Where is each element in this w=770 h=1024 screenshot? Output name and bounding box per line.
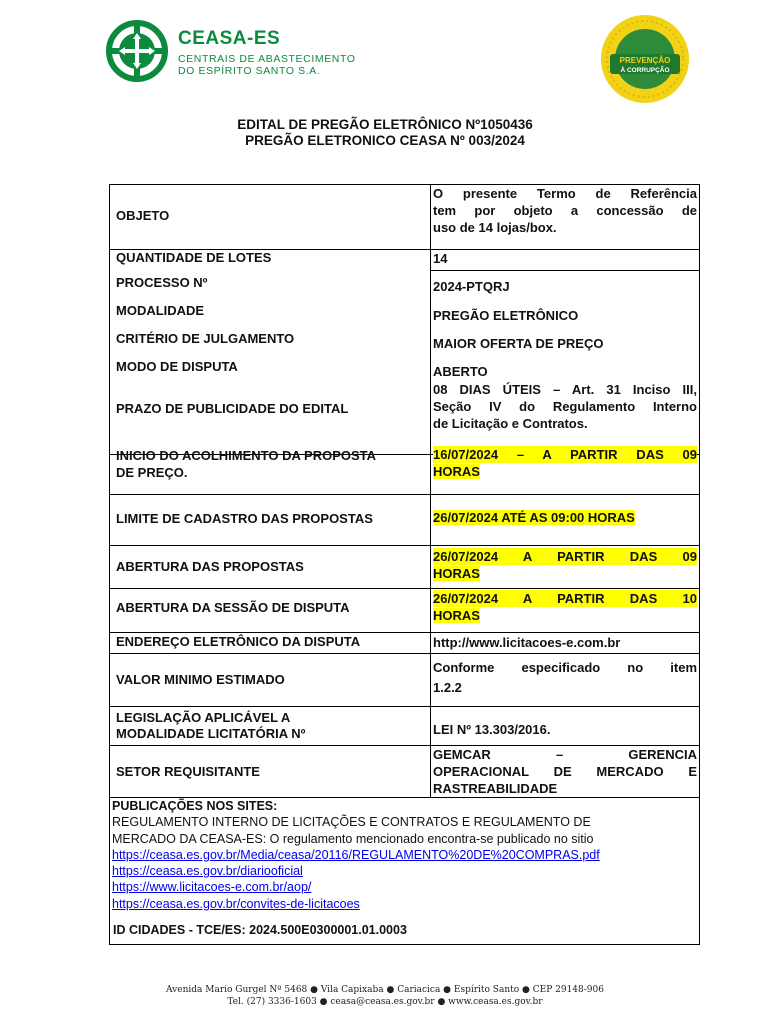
value-objeto <box>433 185 697 236</box>
publicacoes-text-1: REGULAMENTO INTERNO DE LICITAÇÕES E CONTRATOS E REGULAMENTO DE <box>112 815 591 830</box>
value-prazo-line-2: Seção IV do Regulamento Interno <box>433 399 697 414</box>
value-setor-line-2: OPERACIONAL DE MERCADO E <box>433 764 697 779</box>
row-divider <box>109 588 699 589</box>
label-limite-cadastro: LIMITE DE CADASTRO DAS PROPOSTAS <box>116 511 373 526</box>
value-setor-line-3: RASTREABILIDADE <box>433 781 558 796</box>
label-legislacao-line-1: LEGISLAÇÃO APLICÁVEL A <box>116 710 291 725</box>
value-objeto-line-3: uso de 14 lojas/box. <box>433 220 557 235</box>
value-abertura-sessao <box>433 590 697 624</box>
label-prazo-publicidade: PRAZO DE PUBLICIDADE DO EDITAL <box>116 401 349 416</box>
label-quantidade-lotes: QUANTIDADE DE LOTES <box>116 250 272 265</box>
link-diario-oficial[interactable]: https://ceasa.es.gov.br/diariooficial <box>112 864 303 879</box>
value-prazo-line-3: de Licitação e Contratos. <box>433 416 588 431</box>
seal-text-1: PREVENÇÃO <box>619 56 671 65</box>
value-modalidade: PREGÃO ELETRÔNICO <box>433 308 579 323</box>
label-modalidade: MODALIDADE <box>116 303 205 318</box>
publicacoes-section <box>112 798 692 912</box>
logo-subtitle-1: CENTRAIS DE ABASTECIMENTO <box>178 53 356 65</box>
link-regulamento-compras[interactable]: https://ceasa.es.gov.br/Media/ceasa/20116/REGULAMENTO%20DE%20COMPRAS.pdf <box>112 847 600 862</box>
publicacoes-heading: PUBLICAÇÕES NOS SITES: <box>112 799 278 813</box>
link-convites-licitacoes[interactable]: https://ceasa.es.gov.br/convites-de-licitacoes <box>112 896 360 911</box>
row-divider <box>430 270 699 271</box>
document-subtitle: PREGÃO ELETRONICO CEASA Nº 003/2024 <box>245 133 525 148</box>
id-cidades: ID CIDADES - TCE/ES: 2024.500E0300001.01.0003 <box>113 923 407 937</box>
logo-name: CEASA-ES <box>178 28 281 49</box>
value-valor-minimo <box>433 658 697 698</box>
label-inicio-acolhimento <box>116 447 376 481</box>
row-divider <box>109 545 699 546</box>
seal-text-2: À CORRUPÇÃO <box>620 67 670 74</box>
value-abertura-propostas <box>433 548 697 582</box>
document-title: EDITAL DE PREGÃO ELETRÔNICO Nº1050436 <box>237 117 533 132</box>
value-setor-line-1: GEMCAR – GERENCIA <box>433 747 697 762</box>
value-quantidade-lotes: 14 <box>433 251 448 266</box>
label-inicio-line-2: DE PREÇO. <box>116 465 188 480</box>
link-licitacoes-aop[interactable]: https://www.licitacoes-e.com.br/aop/ <box>112 880 312 895</box>
prevencao-corrupcao-seal-icon <box>600 14 690 104</box>
label-setor-requisitante: SETOR REQUISITANTE <box>116 764 260 779</box>
label-processo: PROCESSO Nº <box>116 275 208 290</box>
footer-contact: Tel. (27) 3336-1603 ● ceasa@ceasa.es.gov.br ● www.ceasa.es.gov.br <box>227 997 543 1007</box>
ceasa-logo <box>106 20 356 82</box>
row-divider <box>109 653 699 654</box>
value-legislacao: LEI Nº 13.303/2016. <box>433 722 551 737</box>
value-inicio-line-1: 16/07/2024 – A PARTIR DAS 09 <box>433 447 697 462</box>
value-modo-disputa: ABERTO <box>433 364 488 379</box>
row-divider <box>109 706 699 707</box>
value-limite-text: 26/07/2024 ATÉ AS 09:00 HORAS <box>433 510 635 525</box>
value-objeto-line-1: O presente Termo de Referência <box>433 186 697 201</box>
value-processo: 2024-PTQRJ <box>433 279 510 294</box>
value-valor-line-1: Conforme especificado no item <box>433 660 697 675</box>
value-prazo-publicidade <box>433 381 697 432</box>
label-criterio: CRITÉRIO DE JULGAMENTO <box>116 331 295 346</box>
label-inicio-line-1: INICIO DO ACOLHIMENTO DA PROPOSTA <box>116 448 377 463</box>
label-abertura-propostas: ABERTURA DAS PROPOSTAS <box>116 559 304 574</box>
value-inicio-line-2: HORAS <box>433 464 480 479</box>
value-abertura-sessao-line-2: HORAS <box>433 608 480 623</box>
footer-address: Avenida Mario Gurgel Nº 5468 ● Vila Capixaba ● Cariacica ● Espírito Santo ● CEP 29148-906 <box>166 985 604 995</box>
ceasa-emblem-icon <box>106 20 168 82</box>
value-setor-requisitante <box>433 746 697 797</box>
label-legislacao <box>116 710 305 742</box>
label-modo-disputa: MODO DE DISPUTA <box>116 359 238 374</box>
value-inicio-acolhimento <box>433 446 697 480</box>
label-valor-minimo: VALOR MINIMO ESTIMADO <box>116 672 285 687</box>
value-criterio: MAIOR OFERTA DE PREÇO <box>433 336 604 351</box>
label-endereco-eletronico: ENDEREÇO ELETRÔNICO DA DISPUTA <box>116 634 361 649</box>
logo-subtitle-2: DO ESPÍRITO SANTO S.A. <box>178 65 321 77</box>
label-objeto: OBJETO <box>116 208 170 223</box>
value-limite-cadastro <box>433 509 697 526</box>
label-abertura-sessao: ABERTURA DA SESSÃO DE DISPUTA <box>116 600 350 615</box>
value-abertura-prop-line-2: HORAS <box>433 566 480 581</box>
edital-table <box>109 184 699 944</box>
value-endereco-eletronico[interactable]: http://www.licitacoes-e.com.br <box>433 635 621 650</box>
publicacoes-text-2: MERCADO DA CEASA-ES: O regulamento mencionado encontra-se publicado no sitio <box>112 831 594 846</box>
value-prazo-line-1: 08 DIAS ÚTEIS – Art. 31 Inciso III, <box>433 382 697 397</box>
value-valor-line-2: 1.2.2 <box>433 680 462 695</box>
value-abertura-sessao-line-1: 26/07/2024 A PARTIR DAS 10 <box>433 591 697 606</box>
value-abertura-prop-line-1: 26/07/2024 A PARTIR DAS 09 <box>433 549 697 564</box>
label-legislacao-line-2: MODALIDADE LICITATÓRIA Nº <box>116 726 306 741</box>
row-divider <box>109 494 699 495</box>
value-objeto-line-2: tem por objeto a concessão de <box>433 203 697 218</box>
row-divider <box>109 632 699 633</box>
